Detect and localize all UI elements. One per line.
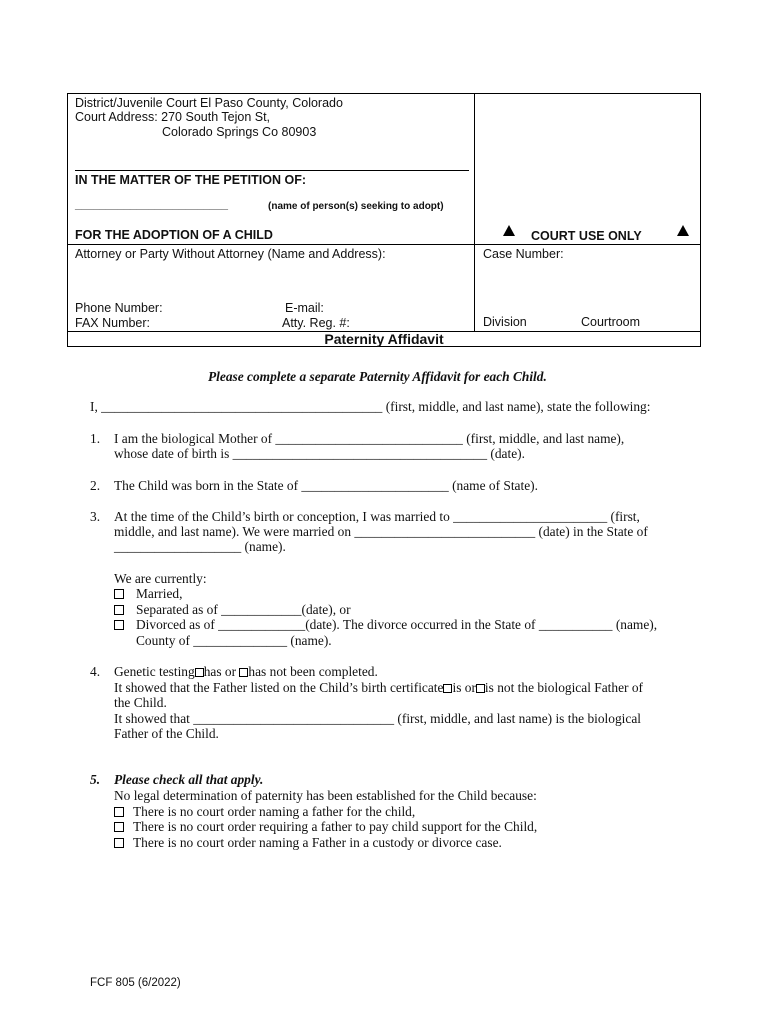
no-order-father-label: There is no court order naming a father for the child, [133, 804, 416, 819]
no-order-support-checkbox[interactable] [114, 822, 124, 832]
adoption-heading: FOR THE ADOPTION OF A CHILD [75, 228, 273, 242]
has-label: has or [203, 664, 237, 679]
item-5-heading: Please check all that apply. [114, 772, 264, 787]
item-5-line: No legal determination of paternity has been established for the Child because: [114, 788, 537, 803]
currently-label: We are currently: [114, 571, 207, 586]
divorced-checkbox[interactable] [114, 620, 124, 630]
phone-label: Phone Number: [75, 301, 163, 315]
married-checkbox[interactable] [114, 589, 124, 599]
caption-rule [75, 170, 469, 171]
division-label: Division [483, 315, 527, 329]
has-not-label: has not been completed. [248, 664, 378, 679]
up-arrow-icon [677, 225, 689, 236]
item-4-line [114, 664, 378, 680]
caption-divider [474, 93, 475, 331]
court-city: Colorado Springs Co 80903 [162, 125, 317, 139]
item-4-line [114, 680, 643, 696]
intro-statement: I, __________________________________________ (first, middle, and last name), state the following: [90, 399, 651, 414]
item-3-line: ___________________ (name). [114, 539, 286, 554]
item-number: 2. [90, 478, 101, 493]
court-address: Court Address: 270 South Tejon St, [75, 110, 271, 124]
item-2-line: The Child was born in the State of ______________________ (name of State). [114, 478, 538, 493]
courtroom-label: Courtroom [581, 315, 641, 329]
item-1-line: whose date of birth is ______________________________________ (date). [114, 446, 525, 461]
item-4-line: It showed that ______________________________ (first, middle, and last name) is the biological [114, 711, 641, 726]
petitioner-note: (name of person(s) seeking to adopt) [268, 201, 444, 212]
attorney-label: Attorney or Party Without Attorney (Name and Address): [75, 247, 386, 261]
court-use-only: COURT USE ONLY [531, 229, 642, 243]
item-4-line: Father of the Child. [114, 726, 219, 741]
is-not-checkbox[interactable] [476, 684, 485, 693]
no-order-father-checkbox[interactable] [114, 807, 124, 817]
no-order-custody-checkbox[interactable] [114, 838, 124, 848]
county-line: County of ______________ (name). [136, 633, 332, 648]
caption-rule [67, 244, 701, 245]
case-number-label: Case Number: [483, 247, 564, 261]
divorced-label: Divorced as of _____________(date). The divorce occurred in the State of ___________ (name), [136, 617, 658, 632]
is-not-label: is not the biological Father of [484, 680, 643, 695]
is-label: is or [452, 680, 476, 695]
item-4-line: the Child. [114, 695, 167, 710]
court-name: District/Juvenile Court El Paso County, Colorado [75, 96, 343, 110]
atty-reg-label: Atty. Reg. #: [282, 316, 350, 330]
up-arrow-icon [503, 225, 515, 236]
item-3-line: middle, and last name). We were married on ___________________________ (date) in the State of [114, 524, 648, 539]
no-order-custody-label: There is no court order naming a Father in a custody or divorce case. [133, 835, 502, 850]
birth-certificate-label: It showed that the Father listed on the Child’s birth certificate [114, 680, 444, 695]
fax-label: FAX Number: [75, 316, 151, 330]
no-order-support-label: There is no court order requiring a father to pay child support for the Child, [133, 819, 538, 834]
instruction: Please complete a separate Paternity Affidavit for each Child. [208, 369, 547, 384]
item-number: 1. [90, 431, 101, 446]
married-label: Married, [136, 586, 183, 601]
separated-checkbox[interactable] [114, 605, 124, 615]
petitioner-blank[interactable]: _________________________ [75, 199, 228, 211]
item-3-line: At the time of the Child’s birth or conception, I was married to _______________________ (first, [114, 509, 640, 524]
item-number: 3. [90, 509, 101, 524]
genetic-testing-label: Genetic testing [114, 664, 195, 679]
item-number: 5. [90, 772, 101, 787]
email-label: E-mail: [285, 301, 324, 315]
separated-label: Separated as of ____________(date), or [136, 602, 351, 617]
item-number: 4. [90, 664, 101, 679]
has-checkbox[interactable] [195, 668, 204, 677]
form-number: FCF 805 (6/2022) [90, 977, 181, 989]
item-1-line: I am the biological Mother of ____________________________ (first, middle, and last name), [114, 431, 625, 446]
page-title: Paternity Affidavit [324, 331, 444, 347]
matter-heading: IN THE MATTER OF THE PETITION OF: [75, 173, 307, 187]
